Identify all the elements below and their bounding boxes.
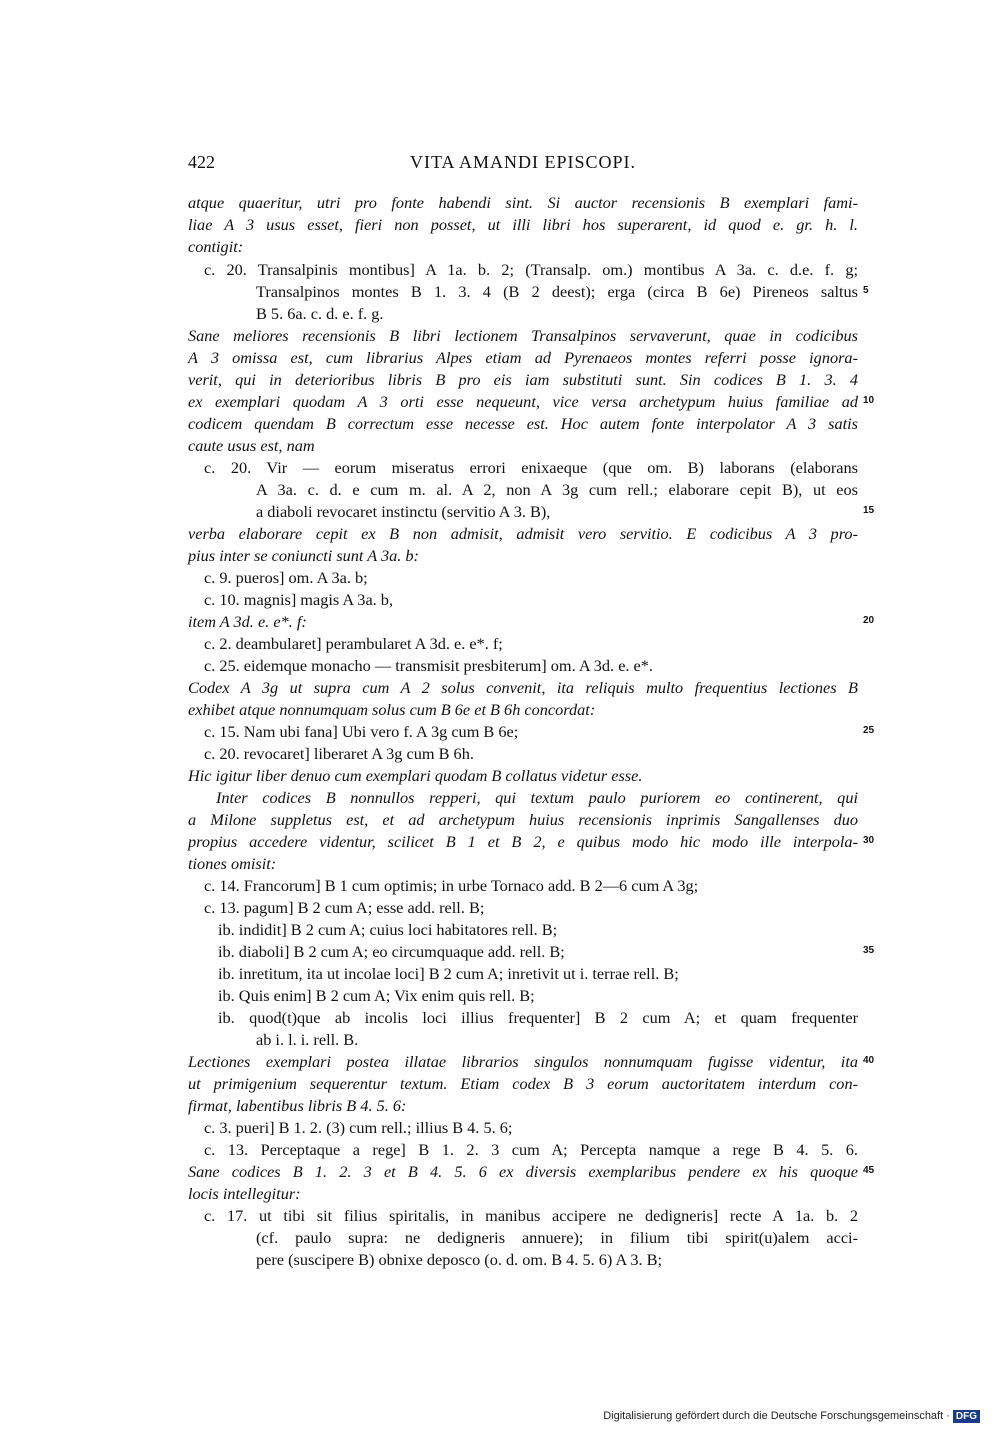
text-line: item A 3d. e. e*. f: bbox=[188, 612, 307, 631]
text-line: ib. inretitum, ita ut incolae loci] B 2 cum A; inretivit ut i. terrae rell. B; bbox=[218, 964, 679, 983]
text-line: atque quaeritur, utri pro fonte habendi sint. Si auctor recensionis B exemplari fami- bbox=[188, 193, 858, 212]
digitization-footer bbox=[603, 1410, 980, 1423]
text-line: a diaboli revocaret instinctu (servitio A 3. B), bbox=[256, 502, 551, 521]
line-number: 35 bbox=[863, 945, 875, 956]
line-number: 45 bbox=[863, 1165, 875, 1176]
text-line: pere (suscipere B) obnixe deposco (o. d. om. B 4. 5. 6) A 3. B; bbox=[256, 1250, 663, 1269]
text-line: c. 15. Nam ubi fana] Ubi vero f. A 3g cum B 6e; bbox=[204, 722, 519, 741]
text-line: tiones omisit: bbox=[188, 854, 277, 873]
text-line: liae A 3 usus esset, fieri non posset, ut illi libri hos superarent, id quod e. gr. h. l. bbox=[188, 215, 858, 234]
text-line: c. 13. pagum] B 2 cum A; esse add. rell. B; bbox=[204, 898, 485, 917]
text-line: ib. diaboli] B 2 cum A; eo circumquaque add. rell. B; bbox=[218, 942, 565, 961]
line-number: 5 bbox=[863, 285, 869, 296]
text-line: Lectiones exemplari postea illatae librarios singulos nonnumquam fugisse videntur, ita bbox=[188, 1052, 858, 1071]
text-line: Inter codices B nonnullos repperi, qui textum paulo puriorem eo continerent, qui bbox=[216, 788, 858, 807]
text-line: verit, qui in deterioribus libris B pro eis iam substituti sunt. Sin codices B 1. 3. 4 bbox=[188, 370, 858, 389]
dfg-logo: DFG bbox=[953, 1410, 980, 1423]
text-line: c. 2. deambularet] perambularet A 3d. e. e*. f; bbox=[204, 634, 503, 653]
text-line: c. 25. eidemque monacho — transmisit presbiterum] om. A 3d. e. e*. bbox=[204, 656, 653, 675]
line-number: 25 bbox=[863, 725, 875, 736]
text-line: c. 20. Transalpinis montibus] A 1a. b. 2; (Transalp. om.) montibus A 3a. c. d.e. f. g; bbox=[204, 260, 858, 279]
text-line: ut primigenium sequerentur textum. Etiam codex B 3 eorum auctoritatem interdum con- bbox=[188, 1074, 858, 1093]
text-line: ab i. l. i. rell. B. bbox=[256, 1030, 359, 1049]
line-number: 15 bbox=[863, 505, 875, 516]
text-line: contigit: bbox=[188, 237, 244, 256]
running-title: VITA AMANDI EPISCOPI. bbox=[409, 152, 637, 172]
text-line: (cf. paulo supra: ne dedigneris annuere); in filium tibi spirit(u)alem acci- bbox=[256, 1228, 858, 1247]
text-line: locis intellegitur: bbox=[188, 1184, 301, 1203]
text-line: c. 9. pueros] om. A 3a. b; bbox=[204, 568, 368, 587]
text-line: pius inter se coniuncti sunt A 3a. b: bbox=[188, 546, 419, 565]
text-line: c. 20. Vir — eorum miseratus errori enixaeque (que om. B) laborans (elaborans bbox=[204, 458, 858, 477]
text-line: A 3a. c. d. e cum m. al. A 2, non A 3g cum rell.; elaborare cepit B), ut eos bbox=[256, 480, 858, 499]
text-line: B 5. 6a. c. d. e. f. g. bbox=[256, 304, 384, 323]
text-line: Transalpinos montes B 1. 3. 4 (B 2 deest); erga (circa B 6e) Pireneos saltus bbox=[256, 282, 858, 301]
line-number: 10 bbox=[863, 395, 875, 406]
line-number: 30 bbox=[863, 835, 875, 846]
footer-text: Digitalisierung gefördert durch die Deutsche Forschungsgemeinschaft · bbox=[603, 1410, 950, 1422]
text-line: c. 14. Francorum] B 1 cum optimis; in urbe Tornaco add. B 2—6 cum A 3g; bbox=[204, 876, 699, 895]
line-number: 40 bbox=[863, 1055, 875, 1066]
text-line: a Milone suppletus est, et ad archetypum huius recensionis inprimis Sangallenses duo bbox=[188, 810, 858, 829]
text-line: c. 17. ut tibi sit filius spiritalis, in manibus accipere ne dedigneris] recte A 1a. b. 2 bbox=[204, 1206, 858, 1225]
text-line: codicem quendam B correctum esse necesse est. Hoc autem fonte interpolator A 3 satis bbox=[188, 414, 858, 433]
page-header bbox=[188, 152, 858, 182]
page-number: 422 bbox=[188, 152, 215, 172]
text-line: c. 20. revocaret] liberaret A 3g cum B 6h. bbox=[204, 744, 474, 763]
text-line: propius accedere videntur, scilicet B 1 et B 2, e quibus modo hic modo ille interpola- bbox=[188, 832, 858, 851]
text-line: Hic igitur liber denuo cum exemplari quodam B collatus videtur esse. bbox=[188, 766, 643, 785]
text-line: ib. Quis enim] B 2 cum A; Vix enim quis rell. B; bbox=[218, 986, 535, 1005]
text-line: Sane meliores recensionis B libri lectionem Transalpinos servaverunt, quae in codicibus bbox=[188, 326, 858, 345]
text-line: A 3 omissa est, cum librarius Alpes etiam ad Pyrenaeos montes referri posse ignora- bbox=[188, 348, 858, 367]
text-line: c. 3. pueri] B 1. 2. (3) cum rell.; illius B 4. 5. 6; bbox=[204, 1118, 513, 1137]
text-line: c. 10. magnis] magis A 3a. b, bbox=[204, 590, 394, 609]
text-line: ib. indidit] B 2 cum A; cuius loci habitatores rell. B; bbox=[218, 920, 558, 939]
text-line: exhibet atque nonnumquam solus cum B 6e et B 6h concordat: bbox=[188, 700, 596, 719]
text-line: caute usus est, nam bbox=[188, 436, 315, 455]
text-line: ib. quod(t)que ab incolis loci illius frequenter] B 2 cum A; et quam frequenter bbox=[218, 1008, 858, 1027]
text-line: firmat, labentibus libris B 4. 5. 6: bbox=[188, 1096, 407, 1115]
text-line: ex exemplari quodam A 3 orti esse nequeunt, vice versa archetypum huius familiae ad bbox=[188, 392, 858, 411]
line-number: 20 bbox=[863, 615, 875, 626]
text-line: c. 13. Perceptaque a rege] B 1. 2. 3 cum A; Percepta namque a rege B 4. 5. 6. bbox=[204, 1140, 858, 1159]
text-line: Sane codices B 1. 2. 3 et B 4. 5. 6 ex diversis exemplaribus pendere ex his quoque bbox=[188, 1162, 858, 1181]
text-line: Codex A 3g ut supra cum A 2 solus convenit, ita reliquis multo frequentius lectiones B bbox=[188, 678, 858, 697]
text-line: verba elaborare cepit ex B non admisit, admisit vero servitio. E codicibus A 3 pro- bbox=[188, 524, 858, 543]
